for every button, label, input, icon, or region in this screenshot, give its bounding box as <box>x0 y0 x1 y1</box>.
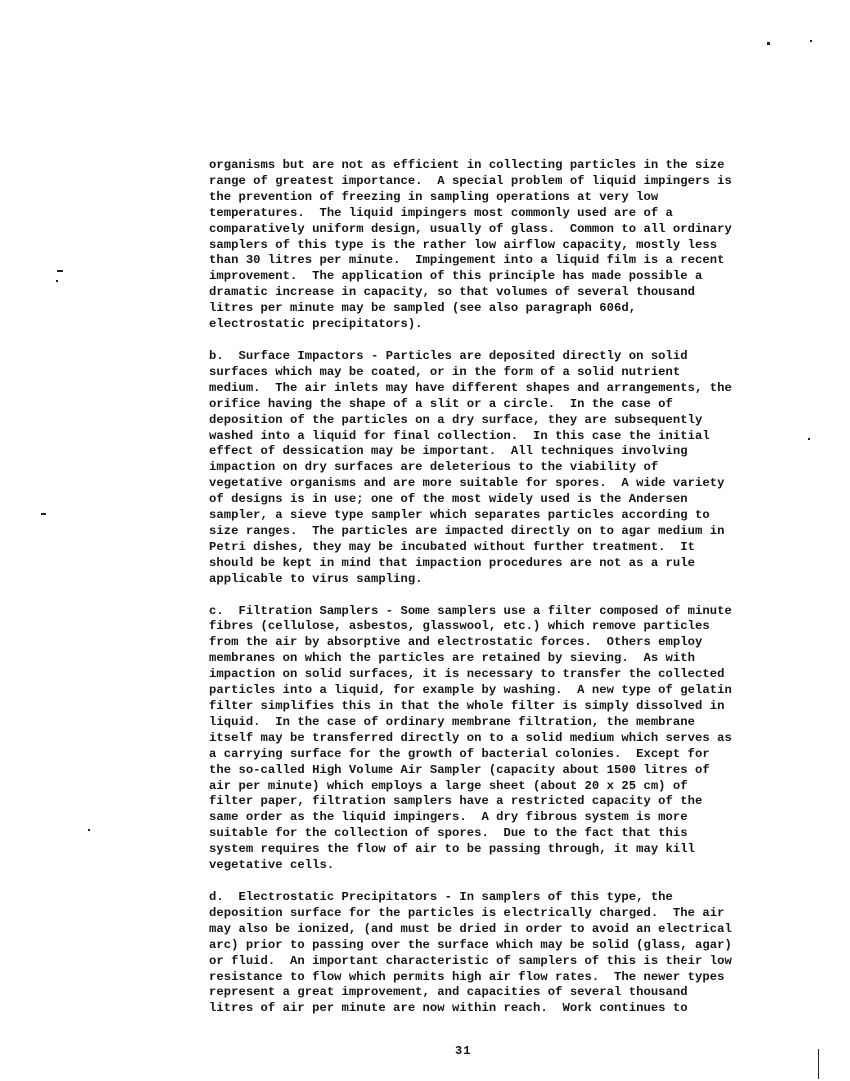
text-line: of designs is in use; one of the most widely used is the Andersen <box>209 492 688 507</box>
text-line: same order as the liquid impingers. A dry fibrous system is more <box>209 810 688 825</box>
text-line: membranes on which the particles are retained by sieving. As with <box>209 651 696 666</box>
text-line: vegetative cells. <box>209 858 335 873</box>
text-line: size ranges. The particles are impacted directly on to agar medium in <box>209 523 725 538</box>
text-line: sampler, a sieve type sampler which separates particles according to <box>209 508 710 523</box>
text-line: air per minute) which employs a large sheet (about 20 x 25 cm) of <box>209 778 688 793</box>
text-line: effect of dessication may be important. All techniques involving <box>209 444 688 459</box>
text-line: comparatively uniform design, usually of glass. Common to all ordinary <box>209 221 732 236</box>
text-line: deposition surface for the particles is electrically charged. The air <box>209 905 725 920</box>
text-line: organisms but are not as efficient in collecting particles in the size <box>209 158 725 172</box>
text-line: orifice having the shape of a slit or a circle. In the case of <box>209 396 673 411</box>
text-line: arc) prior to passing over the surface which may be solid (glass, agar) <box>209 937 732 952</box>
text-line: litres of air per minute are now within reach. Work continues to <box>209 1001 688 1016</box>
scan-speck <box>810 40 812 42</box>
text-line: the so-called High Volume Air Sampler (capacity about 1500 litres of <box>209 762 710 777</box>
text-line: litres per minute may be sampled (see also paragraph 606d, <box>209 301 637 316</box>
text-line: filter paper, filtration samplers have a restricted capacity of the <box>209 794 703 809</box>
text-line: temperatures. The liquid impingers most commonly used are of a <box>209 205 673 220</box>
text-line: c. Filtration Samplers - Some samplers use a filter composed of minute <box>209 603 732 618</box>
text-line: applicable to virus sampling. <box>209 571 423 586</box>
text-line: b. Surface Impactors - Particles are deposited directly on solid <box>209 348 688 363</box>
text-line: or fluid. An important characteristic of samplers of this is their low <box>209 953 732 968</box>
text-line: system requires the flow of air to be passing through, it may kill <box>209 842 696 857</box>
text-line: particles into a liquid, for example by washing. A new type of gelatin <box>209 683 732 698</box>
text-line: fibres (cellulose, asbestos, glasswool, etc.) which remove particles <box>209 619 710 634</box>
text-line: may also be ionized, (and must be dried in order to avoid an electrical <box>209 921 732 936</box>
text-line: a carrying surface for the growth of bacterial colonies. Except for <box>209 746 710 761</box>
scan-speck <box>56 280 58 282</box>
text-line: resistance to flow which permits high air flow rates. The newer types <box>209 969 725 984</box>
text-line: the prevention of freezing in sampling operations at very low <box>209 189 659 204</box>
document-body <box>209 158 809 1033</box>
text-line: deposition of the particles on a dry surface, they are subsequently <box>209 412 703 427</box>
text-line: medium. The air inlets may have different shapes and arrangements, the <box>209 380 732 395</box>
text-line: samplers of this type is the rather low airflow capacity, mostly less <box>209 237 718 252</box>
text-line: impaction on dry surfaces are deleterious to the viability of <box>209 460 659 475</box>
text-line: dramatic increase in capacity, so that volumes of several thousand <box>209 285 696 300</box>
text-line: impaction on solid surfaces, it is necessary to transfer the collected <box>209 667 725 682</box>
text-line: d. Electrostatic Precipitators - In samplers of this type, the <box>209 889 673 904</box>
scan-edge-line <box>818 1049 819 1079</box>
text-line: surfaces which may be coated, or in the form of a solid nutrient <box>209 364 681 379</box>
paragraph-surface-impactors <box>209 349 809 588</box>
text-line: improvement. The application of this principle has made possible a <box>209 269 703 284</box>
text-line: than 30 litres per minute. Impingement into a liquid film is a recent <box>209 253 725 268</box>
text-line: range of greatest importance. A special problem of liquid impingers is <box>209 173 732 188</box>
text-line: Petri dishes, they may be incubated without further treatment. It <box>209 539 696 554</box>
text-line: vegetative organisms and are more suitable for spores. A wide variety <box>209 476 725 491</box>
scan-speck <box>808 438 810 440</box>
text-line: itself may be transferred directly on to a solid medium which serves as <box>209 730 732 745</box>
text-line: from the air by absorptive and electrostatic forces. Others employ <box>209 635 703 650</box>
text-line: filter simplifies this in that the whole filter is simply dissolved in <box>209 699 725 713</box>
scan-speck <box>88 829 90 831</box>
text-line: suitable for the collection of spores. Due to the fact that this <box>209 826 688 841</box>
scan-speck <box>767 42 770 45</box>
paragraph-filtration-samplers <box>209 604 809 874</box>
text-line: electrostatic precipitators). <box>209 317 423 332</box>
scan-speck <box>57 270 63 272</box>
text-line: liquid. In the case of ordinary membrane filtration, the membrane <box>209 714 696 729</box>
paragraph-impingers <box>209 158 809 333</box>
paragraph-electrostatic-precipitators <box>209 890 809 1017</box>
text-line: represent a great improvement, and capacities of several thousand <box>209 985 688 1000</box>
page-number: 31 <box>455 1044 472 1058</box>
text-line: should be kept in mind that impaction procedures are not as a rule <box>209 555 696 570</box>
text-line: washed into a liquid for final collection. In this case the initial <box>209 428 710 443</box>
scan-speck <box>41 513 46 515</box>
